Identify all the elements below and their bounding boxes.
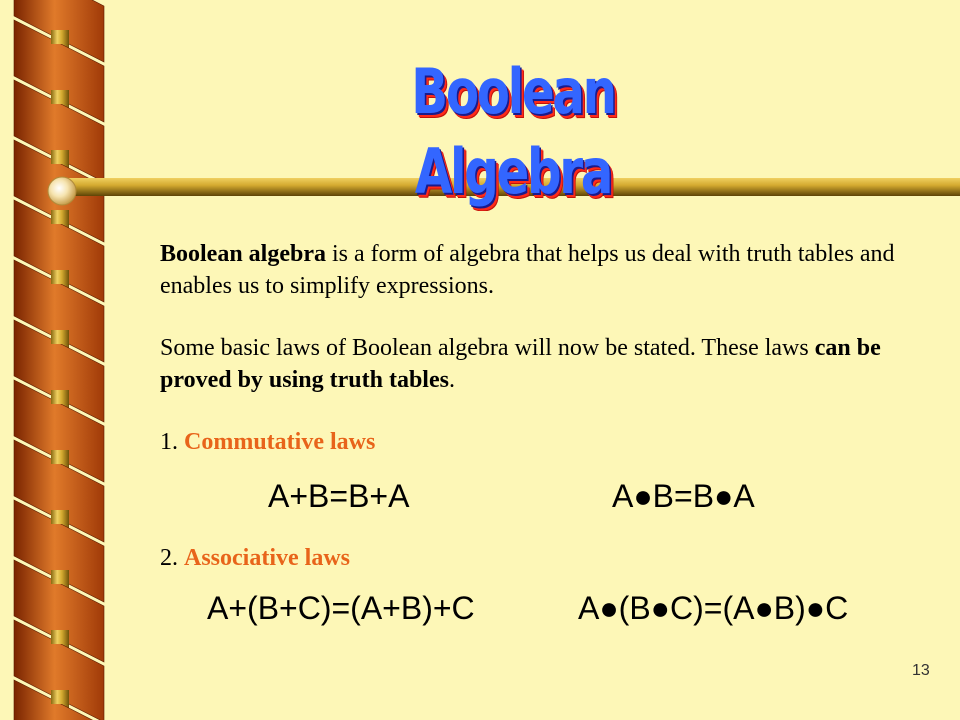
commutative-heading	[160, 426, 900, 458]
rod-knob	[48, 177, 76, 205]
slide-title: Boolean Algebra	[411, 55, 615, 208]
laws-bold: can be proved by using truth tables	[160, 335, 881, 393]
associative-heading	[160, 542, 900, 574]
intro-rest: is a form of algebra that helps us deal with truth tables and enables us to simplify expressions.	[160, 241, 895, 299]
laws-lead: Some basic laws of Boolean algebra will now be stated. These laws	[160, 335, 815, 361]
law2-name: Associative laws	[184, 545, 350, 571]
law2-number: 2.	[160, 545, 184, 571]
commutative-or-formula: A+B=B+A	[268, 478, 410, 514]
commutative-and-formula: A●B=B●A	[612, 478, 755, 514]
law1-number: 1.	[160, 429, 184, 455]
associative-and-formula: A●(B●C)=(A●B)●C	[578, 590, 849, 626]
law1-name: Commutative laws	[184, 429, 376, 455]
intro-paragraph	[160, 238, 900, 302]
laws-tail: .	[448, 367, 455, 393]
associative-or-formula: A+(B+C)=(A+B)+C	[207, 590, 475, 626]
laws-paragraph	[160, 332, 900, 396]
boolean-algebra-term: Boolean algebra	[160, 241, 326, 267]
page-number: 13	[912, 662, 930, 679]
spiral-ribbon	[14, 0, 104, 720]
